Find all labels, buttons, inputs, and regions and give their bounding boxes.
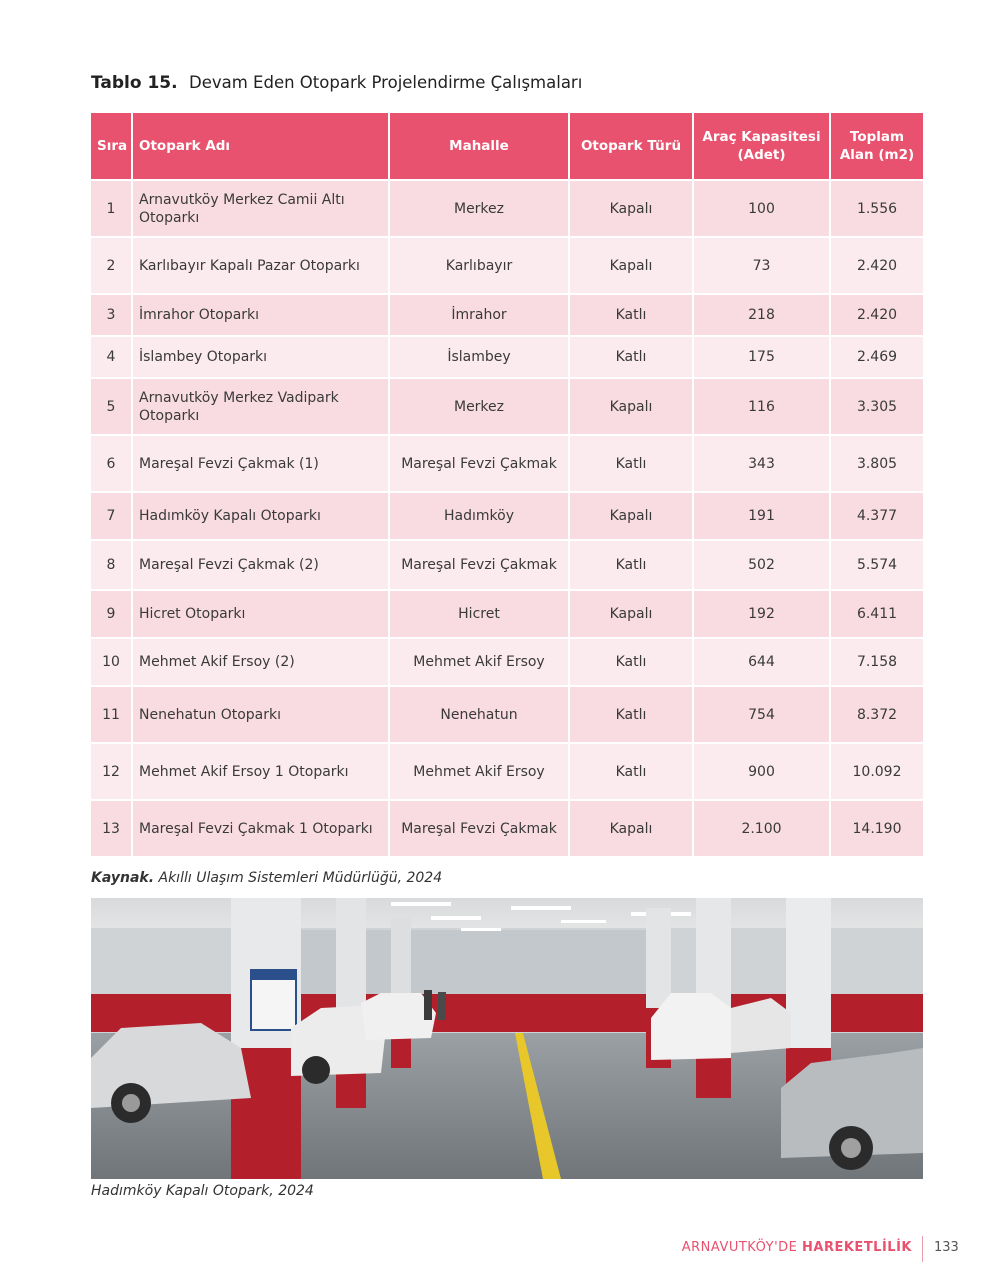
cell-alan: 3.805 xyxy=(831,436,923,491)
cell-name: İmrahor Otoparkı xyxy=(133,295,388,335)
header-tur: Otopark Türü xyxy=(570,113,692,179)
cell-kapasite: 900 xyxy=(694,744,829,799)
cell-kapasite: 100 xyxy=(694,181,829,236)
footer-bold: HAREKETLİLİK xyxy=(802,1240,912,1255)
cell-kapasite: 218 xyxy=(694,295,829,335)
header-alan-line1: Toplam xyxy=(849,129,905,145)
cell-name: Arnavutköy Merkez Camii Altı Otoparkı xyxy=(133,181,388,236)
cell-tur: Kapalı xyxy=(570,801,692,856)
table-row xyxy=(91,687,923,742)
table-row xyxy=(91,541,923,589)
cell-mahalle: Mareşal Fevzi Çakmak xyxy=(390,541,568,589)
cell-alan: 2.420 xyxy=(831,295,923,335)
table-row xyxy=(91,801,923,856)
table-row xyxy=(91,436,923,491)
cell-name: İslambey Otoparkı xyxy=(133,337,388,377)
cell-sira: 1 xyxy=(91,181,131,236)
cell-sira: 9 xyxy=(91,591,131,637)
cell-alan: 8.372 xyxy=(831,687,923,742)
cell-sira: 13 xyxy=(91,801,131,856)
cell-tur: Kapalı xyxy=(570,379,692,434)
cell-sira: 6 xyxy=(91,436,131,491)
cell-mahalle: Merkez xyxy=(390,379,568,434)
table-caption-label: Tablo 15. xyxy=(91,73,178,93)
cell-mahalle: Mareşal Fevzi Çakmak xyxy=(390,436,568,491)
cell-tur: Katlı xyxy=(570,295,692,335)
cell-mahalle: Merkez xyxy=(390,181,568,236)
cell-alan: 1.556 xyxy=(831,181,923,236)
cell-kapasite: 754 xyxy=(694,687,829,742)
cell-mahalle: Mehmet Akif Ersoy xyxy=(390,639,568,685)
table-caption xyxy=(91,73,582,93)
source-note xyxy=(91,870,442,886)
header-sira: Sıra xyxy=(91,113,131,179)
cell-kapasite: 192 xyxy=(694,591,829,637)
cell-tur: Kapalı xyxy=(570,181,692,236)
cell-mahalle: İmrahor xyxy=(390,295,568,335)
cell-tur: Kapalı xyxy=(570,238,692,293)
cell-mahalle: İslambey xyxy=(390,337,568,377)
cell-alan: 4.377 xyxy=(831,493,923,539)
parking-projects-table xyxy=(89,111,925,858)
cell-name: Nenehatun Otoparkı xyxy=(133,687,388,742)
table-row xyxy=(91,493,923,539)
footer-prefix: ARNAVUTKÖY'DE xyxy=(681,1240,798,1255)
table-row xyxy=(91,639,923,685)
source-label: Kaynak. xyxy=(91,870,155,886)
footer-divider xyxy=(922,1236,923,1262)
header-alan-line2: Alan (m2) xyxy=(839,147,915,163)
table-row xyxy=(91,591,923,637)
cell-tur: Kapalı xyxy=(570,493,692,539)
cell-mahalle: Mehmet Akif Ersoy xyxy=(390,744,568,799)
cell-alan: 7.158 xyxy=(831,639,923,685)
table-caption-text: Devam Eden Otopark Projelendirme Çalışmaları xyxy=(189,73,583,92)
cell-kapasite: 2.100 xyxy=(694,801,829,856)
parking-photo xyxy=(91,898,923,1179)
table-row xyxy=(91,337,923,377)
cell-sira: 10 xyxy=(91,639,131,685)
table-header-row xyxy=(91,113,923,179)
page-number: 133 xyxy=(934,1240,959,1255)
table-row xyxy=(91,744,923,799)
cell-alan: 2.420 xyxy=(831,238,923,293)
cell-tur: Katlı xyxy=(570,436,692,491)
cell-mahalle: Mareşal Fevzi Çakmak xyxy=(390,801,568,856)
cell-name: Mehmet Akif Ersoy 1 Otoparkı xyxy=(133,744,388,799)
source-text: Akıllı Ulaşım Sistemleri Müdürlüğü, 2024 xyxy=(158,870,443,886)
cell-tur: Kapalı xyxy=(570,591,692,637)
cell-alan: 3.305 xyxy=(831,379,923,434)
cell-name: Hadımköy Kapalı Otoparkı xyxy=(133,493,388,539)
header-kapasite-line2: (Adet) xyxy=(737,147,786,163)
header-kapasite xyxy=(694,113,829,179)
cell-sira: 7 xyxy=(91,493,131,539)
cell-name: Hicret Otoparkı xyxy=(133,591,388,637)
cell-mahalle: Hicret xyxy=(390,591,568,637)
table-row xyxy=(91,379,923,434)
cell-mahalle: Hadımköy xyxy=(390,493,568,539)
cell-mahalle: Karlıbayır xyxy=(390,238,568,293)
cell-sira: 11 xyxy=(91,687,131,742)
cell-name: Arnavutköy Merkez Vadipark Otoparkı xyxy=(133,379,388,434)
cell-name: Karlıbayır Kapalı Pazar Otoparkı xyxy=(133,238,388,293)
header-kapasite-line1: Araç Kapasitesi xyxy=(702,129,821,145)
cell-kapasite: 175 xyxy=(694,337,829,377)
cell-name: Mareşal Fevzi Çakmak 1 Otoparkı xyxy=(133,801,388,856)
cell-kapasite: 191 xyxy=(694,493,829,539)
cell-tur: Katlı xyxy=(570,639,692,685)
cell-mahalle: Nenehatun xyxy=(390,687,568,742)
cell-kapasite: 644 xyxy=(694,639,829,685)
cell-sira: 8 xyxy=(91,541,131,589)
header-mahalle: Mahalle xyxy=(390,113,568,179)
cell-tur: Katlı xyxy=(570,541,692,589)
cell-alan: 14.190 xyxy=(831,801,923,856)
cell-name: Mehmet Akif Ersoy (2) xyxy=(133,639,388,685)
cell-alan: 5.574 xyxy=(831,541,923,589)
table-row xyxy=(91,295,923,335)
cell-sira: 2 xyxy=(91,238,131,293)
cell-tur: Katlı xyxy=(570,744,692,799)
cell-name: Mareşal Fevzi Çakmak (2) xyxy=(133,541,388,589)
cell-kapasite: 343 xyxy=(694,436,829,491)
table-row xyxy=(91,238,923,293)
cell-sira: 3 xyxy=(91,295,131,335)
cell-alan: 2.469 xyxy=(831,337,923,377)
cell-sira: 12 xyxy=(91,744,131,799)
cell-alan: 6.411 xyxy=(831,591,923,637)
cell-kapasite: 502 xyxy=(694,541,829,589)
photo-caption: Hadımköy Kapalı Otopark, 2024 xyxy=(91,1183,314,1199)
cell-tur: Katlı xyxy=(570,687,692,742)
cell-sira: 4 xyxy=(91,337,131,377)
header-name: Otopark Adı xyxy=(133,113,388,179)
table-row xyxy=(91,181,923,236)
cell-sira: 5 xyxy=(91,379,131,434)
footer-title xyxy=(682,1240,912,1255)
cell-kapasite: 116 xyxy=(694,379,829,434)
header-alan xyxy=(831,113,923,179)
cell-alan: 10.092 xyxy=(831,744,923,799)
cell-tur: Katlı xyxy=(570,337,692,377)
cell-kapasite: 73 xyxy=(694,238,829,293)
cell-name: Mareşal Fevzi Çakmak (1) xyxy=(133,436,388,491)
